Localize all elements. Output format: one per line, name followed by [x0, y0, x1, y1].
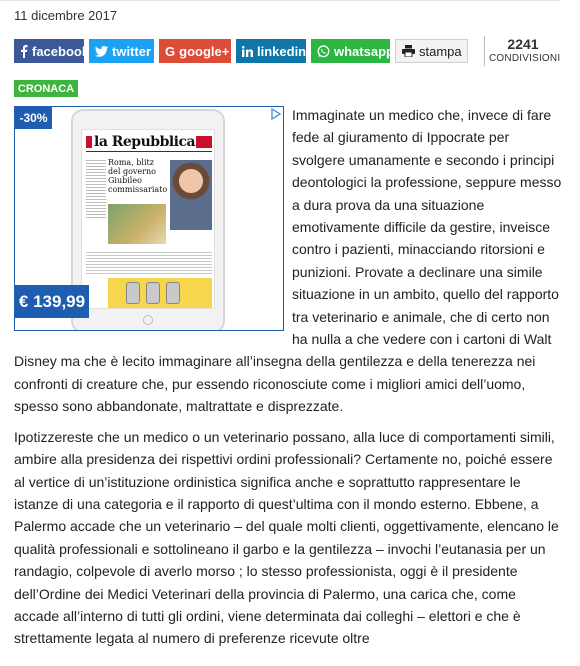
newspaper-cover — [81, 129, 215, 309]
google-plus-share-button[interactable] — [159, 39, 231, 63]
category-badge[interactable]: CRONACA — [14, 80, 78, 97]
twitter-share-button[interactable] — [89, 39, 154, 63]
whatsapp-share-button[interactable] — [311, 39, 394, 63]
newspaper-headline: Roma, blitz del governo Giubileo commissariato — [108, 158, 168, 194]
top-divider — [0, 0, 560, 3]
article-paragraph-1: Immaginate un medico che, invece di fare fede al giuramento di Ippocrate per svolgere umanamente e secondo i principi deontologici la professione, seppure messo a dura prova da una situazione emotivamente difficile da gestire, inveisce contro i pazienti, minacciando ritorsioni e punizioni. Provate a declinare una simile situazione in un ambito, quello del rapporto tra veterinario e animale, che di certo non ha nulla a che vedere con i cartoni di Walt Disney ma che è lecito immaginare all’insegna della gentilezza e della tenerezza nei confronti di creature che, pur essendo riconosciute come i migliori amici dell’uomo, spesso sono abbandonate, maltrattate e disprezzate. — [14, 107, 562, 415]
watch-image — [146, 282, 160, 304]
google-plus-label: google+ — [179, 43, 230, 59]
masthead-badge — [196, 136, 212, 148]
watch-image — [126, 282, 140, 304]
discount-badge: -30% — [15, 107, 52, 129]
google-plus-icon: G — [165, 43, 176, 59]
whatsapp-icon — [317, 45, 330, 58]
print-button[interactable] — [395, 39, 468, 63]
article-date: 11 dicembre 2017 — [14, 8, 118, 23]
newspaper-masthead — [86, 134, 212, 152]
share-count-divider — [484, 36, 485, 66]
advertisement-banner[interactable] — [14, 106, 284, 331]
tablet-image — [71, 109, 225, 331]
print-label: stampa — [419, 43, 462, 59]
twitter-label: twitter — [112, 43, 151, 59]
twitter-icon — [95, 46, 108, 57]
linkedin-icon — [242, 46, 253, 57]
whatsapp-label: whatsapp — [334, 43, 394, 59]
watch-image — [166, 282, 180, 304]
article-paragraph-2: Ipotizzereste che un medico o un veterinario possano, alla luce di comportamenti simili, ambire alla presidenza dei rispettivi ordini professionali? Certamente no, poiché essere al vertice di un’istituzione ordinistica significa anche e soprattutto rappresentare le istanze di una categoria e il rapporto di quest’ultima con il mondo esterno. Ebbene, a Palermo accade che un veterinario – del quale molti clienti, oggettivamente, elencano le qualità professionali e sottolineano il garbo e la gentilezza – invochi l’eutanasia per un randagio, colpevole di averlo morso ; lo stesso professionista, oggi è il presidente dell’Ordine dei Medici Veterinari della provincia di Palermo, una carica che, come accade all’interno di tutti gli ordini, viene determinata dai colleghi – elettori e che è strettamente legata al numero di preferenze ricevute oltre — [14, 428, 559, 647]
tablet-home-button — [143, 315, 153, 325]
linkedin-label: linkedin — [257, 43, 307, 59]
cover-photo-scene — [108, 204, 166, 244]
cover-photo-astronaut — [170, 160, 212, 230]
print-icon — [402, 45, 415, 57]
facebook-share-button[interactable] — [14, 39, 90, 63]
column-text — [86, 158, 106, 218]
linkedin-share-button[interactable] — [236, 39, 306, 63]
facebook-icon — [20, 45, 28, 58]
share-count — [489, 36, 561, 66]
lower-text — [86, 250, 212, 274]
newspaper-logo: la Repubblica — [94, 134, 196, 150]
masthead-red-bar — [86, 136, 92, 148]
product-strip — [108, 278, 212, 308]
adchoices-icon[interactable] — [269, 107, 283, 121]
facebook-label: facebook — [32, 43, 90, 59]
share-bar — [14, 39, 468, 63]
share-count-label: CONDIVISIONI — [489, 53, 561, 64]
price-tag: € 139,99 — [15, 285, 89, 318]
share-count-number: 2241 — [507, 36, 539, 52]
